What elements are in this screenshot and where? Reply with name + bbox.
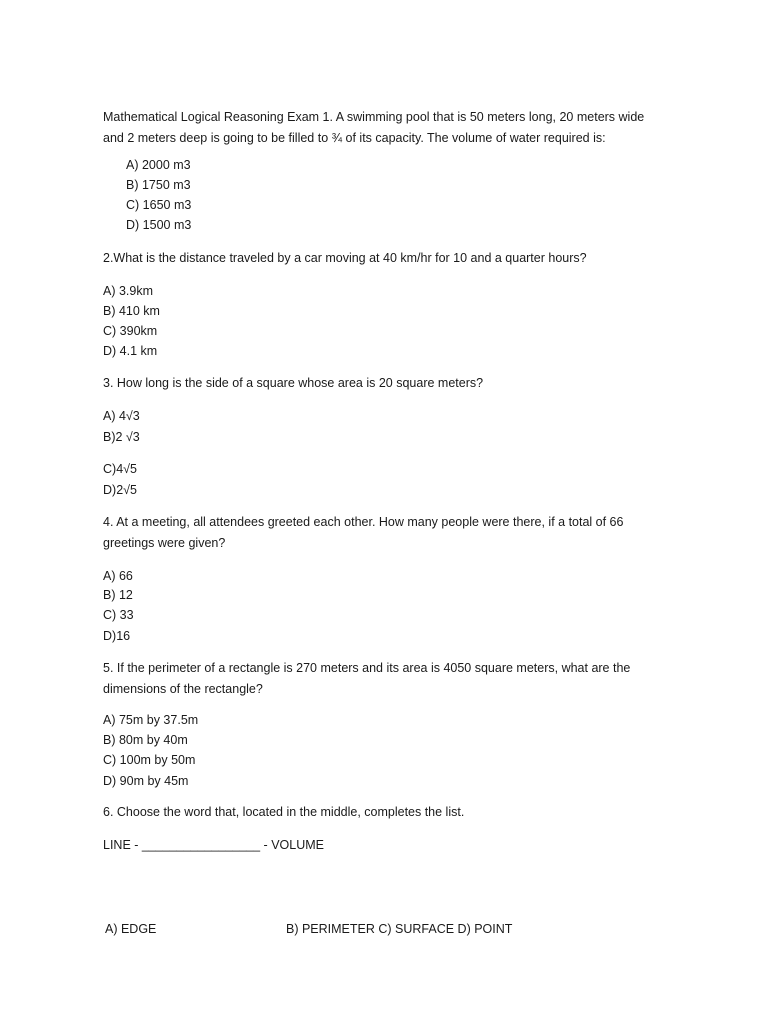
- question-4: [103, 512, 623, 554]
- q4-option-d: D)16: [103, 629, 131, 643]
- q6-blank-line: LINE - _________________ - VOLUME: [103, 838, 324, 852]
- q2-option-b: B) 410 km: [103, 304, 160, 318]
- question-3: 3. How long is the side of a square whose area is 20 square meters?: [103, 376, 484, 390]
- q1-option-d: D) 1500 m3: [126, 218, 192, 232]
- question-2: 2.What is the distance traveled by a car moving at 40 km/hr for 10 and a quarter hours?: [103, 251, 587, 265]
- question-5: [103, 658, 630, 700]
- q3-option-d: D)2√5: [103, 483, 137, 497]
- q3-option-c: C)4√5: [103, 462, 137, 476]
- question-4-line-2: greetings were given?: [103, 536, 226, 550]
- q6-option-a: A) EDGE: [105, 922, 157, 936]
- question-1-line-2: and 2 meters deep is going to be filled to ¾ of its capacity. The volume of water required is:: [103, 131, 606, 145]
- q2-option-d: D) 4.1 km: [103, 344, 158, 358]
- question-5-line-1: 5. If the perimeter of a rectangle is 270 meters and its area is 4050 square meters, what are the: [103, 661, 631, 675]
- question-5-line-2: dimensions of the rectangle?: [103, 682, 263, 696]
- question-1: [103, 107, 644, 149]
- q6-options-b-c-d: B) PERIMETER C) SURFACE D) POINT: [286, 922, 513, 936]
- q4-option-b: B) 12: [103, 588, 133, 602]
- q2-option-c: C) 390km: [103, 324, 158, 338]
- q5-option-a: A) 75m by 37.5m: [103, 713, 199, 727]
- q4-option-a: A) 66: [103, 569, 133, 583]
- question-1-line-1: Mathematical Logical Reasoning Exam 1. A swimming pool that is 50 meters long, 20 meters wide: [103, 110, 645, 124]
- q1-option-b: B) 1750 m3: [126, 178, 191, 192]
- question-6: 6. Choose the word that, located in the middle, completes the list.: [103, 805, 465, 819]
- q5-option-b: B) 80m by 40m: [103, 733, 188, 747]
- q3-option-a: A) 4√3: [103, 409, 140, 423]
- q5-option-d: D) 90m by 45m: [103, 774, 189, 788]
- q3-option-b: B)2 √3: [103, 430, 140, 444]
- q2-option-a: A) 3.9km: [103, 284, 154, 298]
- q1-option-a: A) 2000 m3: [126, 158, 191, 172]
- question-4-line-1: 4. At a meeting, all attendees greeted each other. How many people were there, if a total of 66: [103, 515, 624, 529]
- q5-option-c: C) 100m by 50m: [103, 753, 196, 767]
- q1-option-c: C) 1650 m3: [126, 198, 192, 212]
- q4-option-c: C) 33: [103, 608, 134, 622]
